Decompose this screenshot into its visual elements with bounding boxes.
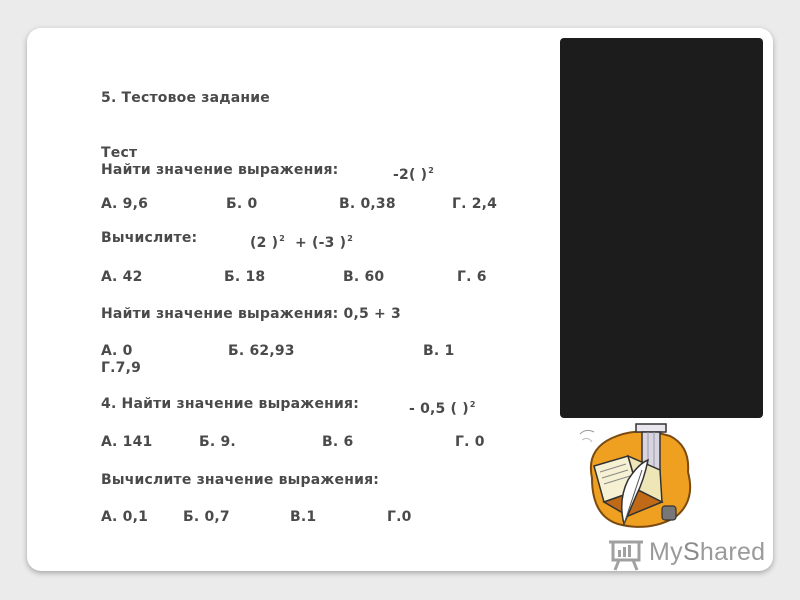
answer-c: В. 1 bbox=[423, 343, 455, 359]
answer-c: В. 60 bbox=[343, 269, 385, 285]
answer-d: Г. 6 bbox=[457, 269, 487, 285]
answer-a: А. 0 bbox=[101, 343, 133, 359]
test-label: Тест bbox=[101, 145, 138, 161]
column-capital bbox=[636, 424, 666, 432]
answer-a: А. 141 bbox=[101, 434, 153, 450]
answer-a: А. 0,1 bbox=[101, 509, 149, 525]
inkpot bbox=[662, 506, 676, 520]
logo-text: MyShared bbox=[649, 538, 766, 566]
presentation-board-icon bbox=[607, 536, 647, 571]
answer-a: А. 9,6 bbox=[101, 196, 149, 212]
answer-c: В. 6 bbox=[322, 434, 354, 450]
answer-b: Б. 9. bbox=[199, 434, 236, 450]
book-quill-clipart bbox=[578, 420, 728, 530]
answer-c: В.1 bbox=[290, 509, 317, 525]
black-image-panel bbox=[560, 38, 763, 418]
answer-d: Г. 0 bbox=[455, 434, 485, 450]
answer-b: Б. 0,7 bbox=[183, 509, 230, 525]
slide-heading: 5. Тестовое задание bbox=[101, 90, 270, 106]
answer-d: Г. 2,4 bbox=[452, 196, 498, 212]
question-3-answer-d: Г.7,9 bbox=[101, 360, 142, 376]
question-3: Найти значение выражения: 0,5 + 3 bbox=[101, 306, 401, 322]
answer-b: Б. 0 bbox=[226, 196, 258, 212]
myshared-logo bbox=[607, 536, 767, 571]
answer-c: В. 0,38 bbox=[339, 196, 396, 212]
answer-b: Б. 18 bbox=[224, 269, 266, 285]
question-5: Вычислите значение выражения: bbox=[101, 472, 380, 488]
slide: 5. Тестовое задание Тест Найти значение выражения: -2( )$^2$ А. 9,6 Б. 0 В. 0,38 Г. 2,4 Вычислите: (2 )$^2$ + (-3 )$^2$ А. 42 Б. 18 В. 60 Г. 6 Найти значение выражения: 0,5 + 3 А. 0 Б. 62,93 В. 1 Г.7,9 4. Найти значение выражения: - 0,5 ( )$^2$ А. 141 Б. 9. В. 6 Г. 0 Вычислите значение выражения: А. 0,1 Б. 0,7 В.1 Г.0 MyShared bbox=[27, 28, 773, 571]
answer-a: А. 42 bbox=[101, 269, 143, 285]
answer-b: Б. 62,93 bbox=[228, 343, 295, 359]
answer-d: Г.0 bbox=[387, 509, 412, 525]
